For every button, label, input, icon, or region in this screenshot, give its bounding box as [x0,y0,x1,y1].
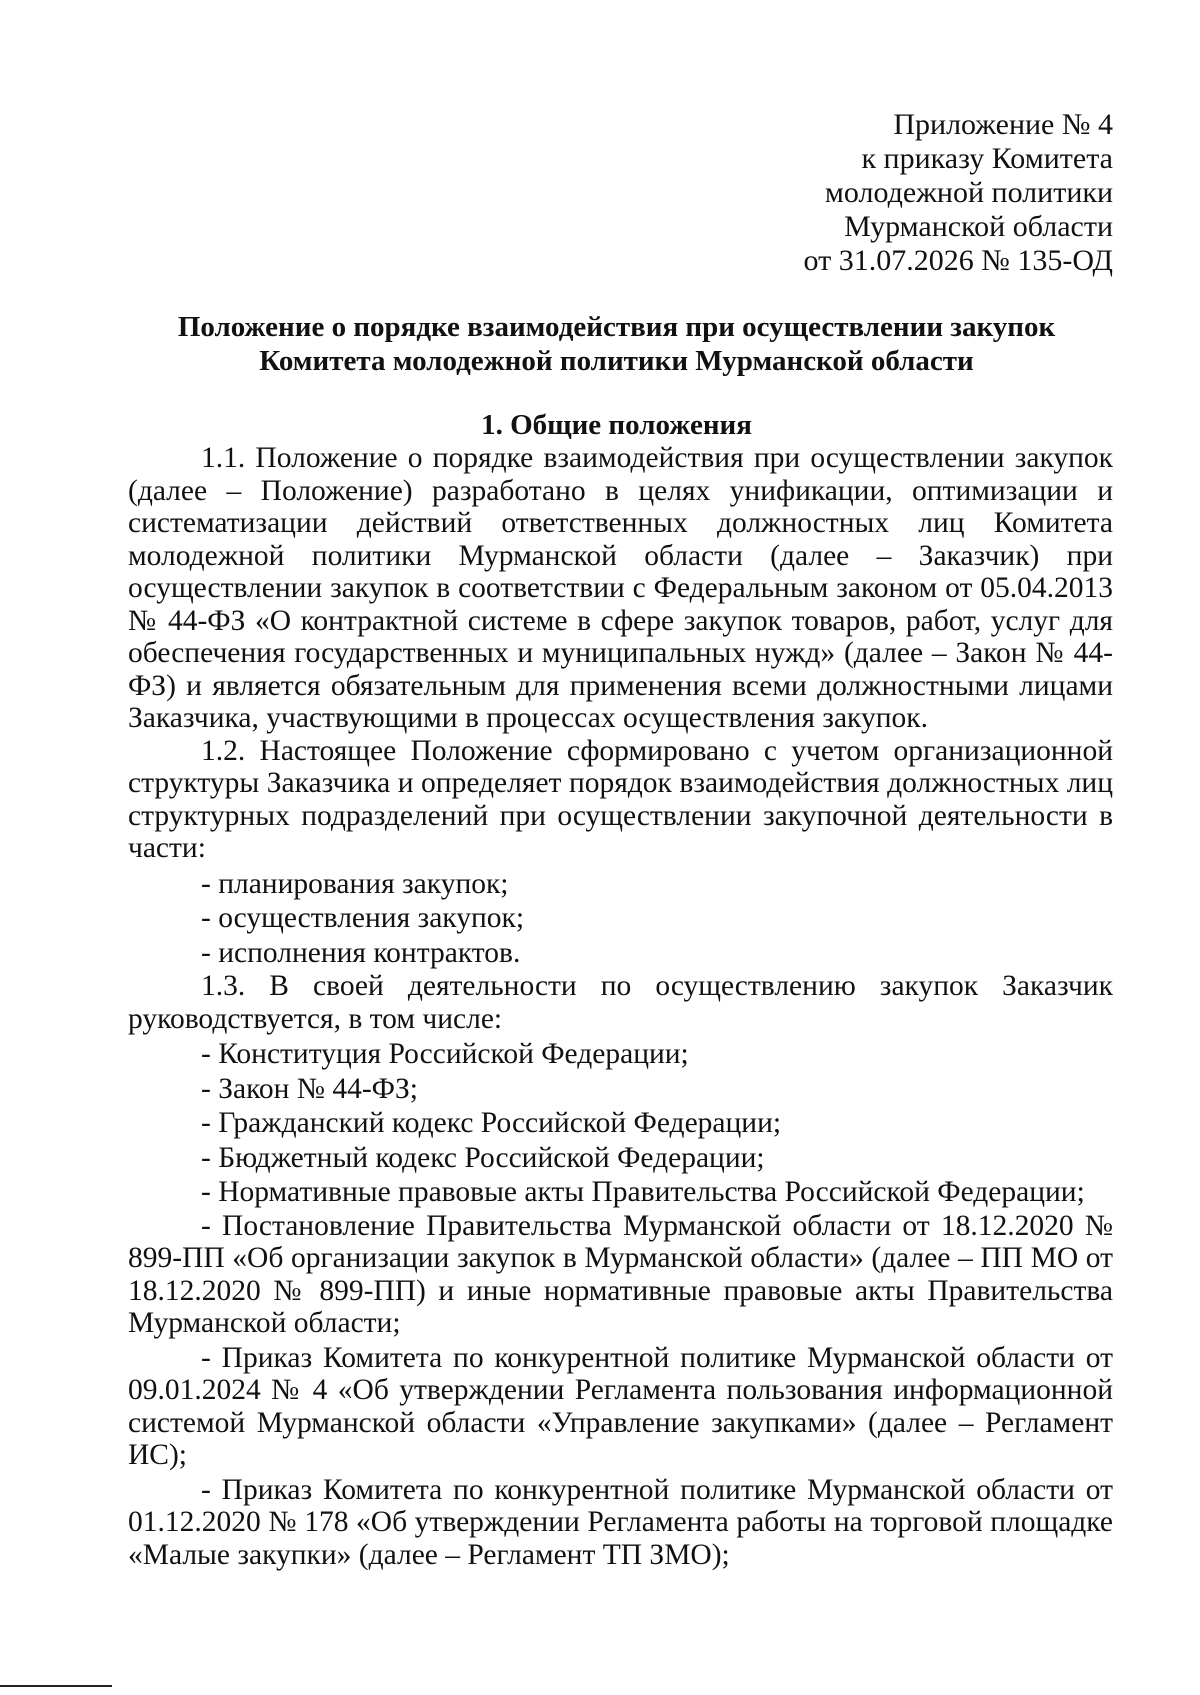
list-item: - исполнения контрактов. [201,936,521,969]
paragraph-prikaz-is: - Приказ Комитета по конкурентной политике Мурманской области от 09.01.2024 № 4 «Об утверждении Регламента пользования информационной системой Мурманской области «Управление закупками» (далее – Регламент ИС); [128,1341,1113,1471]
list-item: - планирования закупок; [201,867,509,900]
paragraph-1-2: 1.2. Настоящее Положение сформировано с учетом организационной структуры Заказчика и определяет порядок взаимодействия должностных лиц структурных подразделений при осуществлении закупочной деятельности в части: [128,734,1113,864]
list-item: - Конституция Российской Федерации; [201,1038,689,1070]
appendix-line: от 31.07.2026 № 135-ОД [803,244,1113,277]
appendix-line: Мурманской области [844,210,1113,243]
paragraph-prikaz-tp: - Приказ Комитета по конкурентной политике Мурманской области от 01.12.2020 № 178 «Об утверждении Регламента работы на торговой площадке «Малые закупки» (далее – Регламент ТП ЗМО); [128,1473,1113,1571]
appendix-line: молодежной политики [824,176,1113,209]
appendix-header [804,108,1113,278]
section-heading: 1. Общие положения [481,409,752,441]
document-title [120,310,1113,378]
paragraph-1-1: 1.1. Положение о порядке взаимодействия при осуществлении закупок (далее – Положение) разработано в целях унификации, оптимизации и систематизации действий ответственных должностных лиц Комитета молодежной политики Мурманской области (далее – Заказчик) при осуществлении закупок в соответствии с Федеральным законом от 05.04.2013 № 44-ФЗ «О контрактной системе в сфере закупок товаров, работ, услуг для обеспечения государственных и муниципальных нужд» (далее – Закон № 44-ФЗ) и является обязательным для применения всеми должностными лицами Заказчика, участвующими в процессах осуществления закупок. [128,442,1113,734]
appendix-line: к приказу Комитета [861,142,1113,175]
document-title-line: Положение о порядке взаимодействия при осуществлении закупок [177,311,1056,343]
appendix-line: Приложение № 4 [893,108,1113,141]
list-item: - осуществления закупок; [201,902,525,934]
footnote-separator [0,1685,112,1687]
list-item: - Нормативные правовые акты Правительства Российской Федерации; [201,1176,1085,1208]
document-body [128,442,1113,1571]
document-title-line: Комитета молодежной политики Мурманской области [259,345,974,377]
paragraph-postanovlenie: - Постановление Правительства Мурманской области от 18.12.2020 № 899-ПП «Об организации закупок в Мурманской области» (далее – ПП МО от 18.12.2020 № 899-ПП) и иные нормативные правовые акты Правительства Мурманской области; [128,1209,1113,1339]
paragraph-1-3: 1.3. В своей деятельности по осуществлению закупок Заказчик руководствуется, в том числе: [128,970,1113,1035]
list-item: - Закон № 44-ФЗ; [201,1072,418,1105]
list-item: - Гражданский кодекс Российской Федерации; [201,1107,782,1139]
list-item: - Бюджетный кодекс Российской Федерации; [201,1141,765,1174]
